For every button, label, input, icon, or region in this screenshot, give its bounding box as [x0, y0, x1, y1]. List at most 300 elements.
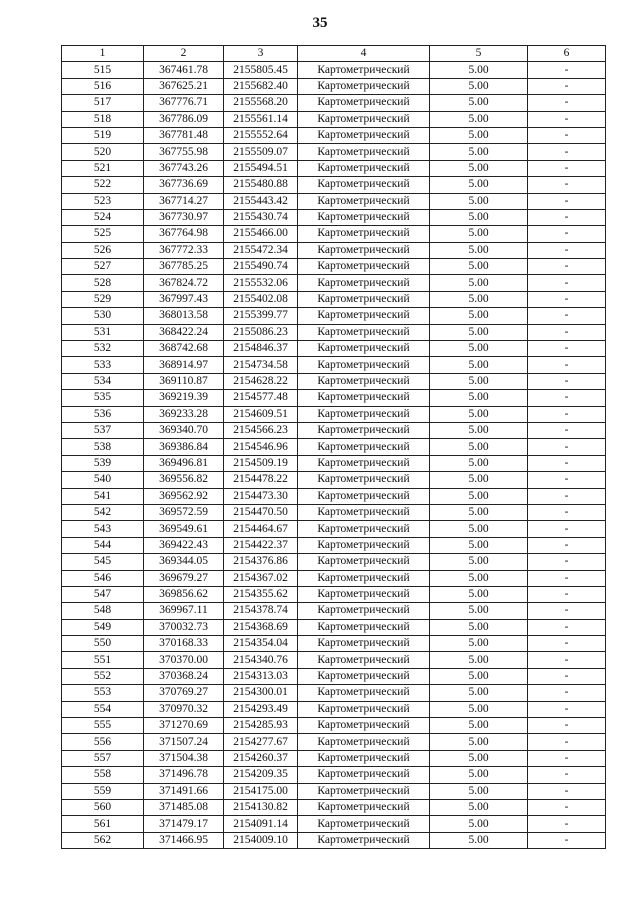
precision-cell: 5.00 — [430, 144, 528, 160]
point-number-cell: 546 — [62, 570, 144, 586]
method-cell: Картометрический — [298, 570, 430, 586]
note-cell: - — [528, 603, 606, 619]
point-number-cell: 549 — [62, 619, 144, 635]
table-row — [62, 832, 606, 848]
precision-cell: 5.00 — [430, 259, 528, 275]
point-number-cell: 548 — [62, 603, 144, 619]
x-coordinate-cell: 369110.87 — [144, 373, 224, 389]
method-cell: Картометрический — [298, 324, 430, 340]
method-cell: Картометрический — [298, 177, 430, 193]
table-row — [62, 193, 606, 209]
point-number-cell: 552 — [62, 668, 144, 684]
y-coordinate-cell: 2155480.88 — [224, 177, 298, 193]
table-row — [62, 259, 606, 275]
table-row — [62, 144, 606, 160]
precision-cell: 5.00 — [430, 701, 528, 717]
note-cell: - — [528, 373, 606, 389]
note-cell: - — [528, 586, 606, 602]
method-cell: Картометрический — [298, 701, 430, 717]
table-row — [62, 570, 606, 586]
point-number-cell: 521 — [62, 160, 144, 176]
method-cell: Картометрический — [298, 275, 430, 291]
table-row — [62, 455, 606, 471]
table-row — [62, 308, 606, 324]
note-cell: - — [528, 701, 606, 717]
y-coordinate-cell: 2154354.04 — [224, 636, 298, 652]
header-cell: 3 — [224, 46, 298, 62]
precision-cell: 5.00 — [430, 783, 528, 799]
y-coordinate-cell: 2155443.42 — [224, 193, 298, 209]
note-cell: - — [528, 390, 606, 406]
point-number-cell: 560 — [62, 799, 144, 815]
precision-cell: 5.00 — [430, 439, 528, 455]
table-row — [62, 324, 606, 340]
x-coordinate-cell: 367997.43 — [144, 291, 224, 307]
note-cell: - — [528, 324, 606, 340]
table-row — [62, 750, 606, 766]
y-coordinate-cell: 2155509.07 — [224, 144, 298, 160]
x-coordinate-cell: 371491.66 — [144, 783, 224, 799]
y-coordinate-cell: 2154478.22 — [224, 472, 298, 488]
method-cell: Картометрический — [298, 767, 430, 783]
note-cell: - — [528, 488, 606, 504]
precision-cell: 5.00 — [430, 750, 528, 766]
x-coordinate-cell: 371479.17 — [144, 816, 224, 832]
header-cell: 4 — [298, 46, 430, 62]
table-row — [62, 209, 606, 225]
precision-cell: 5.00 — [430, 668, 528, 684]
x-coordinate-cell: 367781.48 — [144, 127, 224, 143]
precision-cell: 5.00 — [430, 242, 528, 258]
table-row — [62, 177, 606, 193]
precision-cell: 5.00 — [430, 95, 528, 111]
y-coordinate-cell: 2154464.67 — [224, 521, 298, 537]
note-cell: - — [528, 78, 606, 94]
y-coordinate-cell: 2154367.02 — [224, 570, 298, 586]
method-cell: Картометрический — [298, 668, 430, 684]
y-coordinate-cell: 2154277.67 — [224, 734, 298, 750]
y-coordinate-cell: 2154340.76 — [224, 652, 298, 668]
header-cell: 5 — [430, 46, 528, 62]
table-row — [62, 799, 606, 815]
table-row — [62, 816, 606, 832]
x-coordinate-cell: 369219.39 — [144, 390, 224, 406]
precision-cell: 5.00 — [430, 799, 528, 815]
y-coordinate-cell: 2154260.37 — [224, 750, 298, 766]
x-coordinate-cell: 371485.08 — [144, 799, 224, 815]
method-cell: Картометрический — [298, 554, 430, 570]
precision-cell: 5.00 — [430, 406, 528, 422]
x-coordinate-cell: 369967.11 — [144, 603, 224, 619]
x-coordinate-cell: 370370.00 — [144, 652, 224, 668]
precision-cell: 5.00 — [430, 291, 528, 307]
precision-cell: 5.00 — [430, 537, 528, 553]
precision-cell: 5.00 — [430, 455, 528, 471]
x-coordinate-cell: 369572.59 — [144, 504, 224, 520]
point-number-cell: 562 — [62, 832, 144, 848]
x-coordinate-cell: 367776.71 — [144, 95, 224, 111]
note-cell: - — [528, 62, 606, 78]
table-row — [62, 226, 606, 242]
y-coordinate-cell: 2154091.14 — [224, 816, 298, 832]
table-row — [62, 291, 606, 307]
note-cell: - — [528, 357, 606, 373]
precision-cell: 5.00 — [430, 422, 528, 438]
precision-cell: 5.00 — [430, 554, 528, 570]
note-cell: - — [528, 127, 606, 143]
point-number-cell: 524 — [62, 209, 144, 225]
y-coordinate-cell: 2154473.30 — [224, 488, 298, 504]
method-cell: Картометрический — [298, 652, 430, 668]
x-coordinate-cell: 367743.26 — [144, 160, 224, 176]
x-coordinate-cell: 371504.38 — [144, 750, 224, 766]
point-number-cell: 541 — [62, 488, 144, 504]
table-row — [62, 734, 606, 750]
note-cell: - — [528, 341, 606, 357]
x-coordinate-cell: 367785.25 — [144, 259, 224, 275]
note-cell: - — [528, 783, 606, 799]
x-coordinate-cell: 367755.98 — [144, 144, 224, 160]
x-coordinate-cell: 368742.68 — [144, 341, 224, 357]
precision-cell: 5.00 — [430, 652, 528, 668]
method-cell: Картометрический — [298, 586, 430, 602]
point-number-cell: 531 — [62, 324, 144, 340]
x-coordinate-cell: 371496.78 — [144, 767, 224, 783]
y-coordinate-cell: 2154628.22 — [224, 373, 298, 389]
precision-cell: 5.00 — [430, 111, 528, 127]
note-cell: - — [528, 472, 606, 488]
y-coordinate-cell: 2154175.00 — [224, 783, 298, 799]
y-coordinate-cell: 2154470.50 — [224, 504, 298, 520]
page-number: 35 — [312, 15, 328, 31]
note-cell: - — [528, 193, 606, 209]
note-cell: - — [528, 406, 606, 422]
point-number-cell: 550 — [62, 636, 144, 652]
precision-cell: 5.00 — [430, 62, 528, 78]
table-row — [62, 718, 606, 734]
method-cell: Картометрический — [298, 406, 430, 422]
precision-cell: 5.00 — [430, 685, 528, 701]
point-number-cell: 539 — [62, 455, 144, 471]
method-cell: Картометрический — [298, 750, 430, 766]
point-number-cell: 527 — [62, 259, 144, 275]
method-cell: Картометрический — [298, 734, 430, 750]
table-body — [62, 62, 606, 849]
precision-cell: 5.00 — [430, 324, 528, 340]
y-coordinate-cell: 2154285.93 — [224, 718, 298, 734]
y-coordinate-cell: 2154422.37 — [224, 537, 298, 553]
point-number-cell: 518 — [62, 111, 144, 127]
coordinates-table — [61, 45, 606, 849]
table-row — [62, 685, 606, 701]
precision-cell: 5.00 — [430, 718, 528, 734]
method-cell: Картометрический — [298, 291, 430, 307]
note-cell: - — [528, 439, 606, 455]
point-number-cell: 542 — [62, 504, 144, 520]
x-coordinate-cell: 370769.27 — [144, 685, 224, 701]
point-number-cell: 536 — [62, 406, 144, 422]
method-cell: Картометрический — [298, 144, 430, 160]
precision-cell: 5.00 — [430, 341, 528, 357]
y-coordinate-cell: 2155494.51 — [224, 160, 298, 176]
x-coordinate-cell: 369340.70 — [144, 422, 224, 438]
y-coordinate-cell: 2154509.19 — [224, 455, 298, 471]
precision-cell: 5.00 — [430, 832, 528, 848]
method-cell: Картометрический — [298, 783, 430, 799]
method-cell: Картометрический — [298, 799, 430, 815]
method-cell: Картометрический — [298, 193, 430, 209]
table-row — [62, 127, 606, 143]
y-coordinate-cell: 2155490.74 — [224, 259, 298, 275]
method-cell: Картометрический — [298, 603, 430, 619]
method-cell: Картометрический — [298, 439, 430, 455]
table-row — [62, 390, 606, 406]
note-cell: - — [528, 422, 606, 438]
note-cell: - — [528, 504, 606, 520]
point-number-cell: 529 — [62, 291, 144, 307]
method-cell: Картометрический — [298, 636, 430, 652]
note-cell: - — [528, 750, 606, 766]
y-coordinate-cell: 2154378.74 — [224, 603, 298, 619]
point-number-cell: 553 — [62, 685, 144, 701]
method-cell: Картометрический — [298, 62, 430, 78]
point-number-cell: 557 — [62, 750, 144, 766]
header-cell: 1 — [62, 46, 144, 62]
method-cell: Картометрический — [298, 685, 430, 701]
note-cell: - — [528, 734, 606, 750]
y-coordinate-cell: 2155472.34 — [224, 242, 298, 258]
note-cell: - — [528, 291, 606, 307]
note-cell: - — [528, 554, 606, 570]
note-cell: - — [528, 275, 606, 291]
y-coordinate-cell: 2154300.01 — [224, 685, 298, 701]
x-coordinate-cell: 369679.27 — [144, 570, 224, 586]
method-cell: Картометрический — [298, 373, 430, 389]
precision-cell: 5.00 — [430, 619, 528, 635]
precision-cell: 5.00 — [430, 734, 528, 750]
point-number-cell: 517 — [62, 95, 144, 111]
precision-cell: 5.00 — [430, 209, 528, 225]
table-row — [62, 275, 606, 291]
point-number-cell: 535 — [62, 390, 144, 406]
note-cell: - — [528, 718, 606, 734]
method-cell: Картометрический — [298, 160, 430, 176]
table-row — [62, 373, 606, 389]
note-cell: - — [528, 144, 606, 160]
point-number-cell: 540 — [62, 472, 144, 488]
method-cell: Картометрический — [298, 718, 430, 734]
point-number-cell: 533 — [62, 357, 144, 373]
note-cell: - — [528, 668, 606, 684]
method-cell: Картометрический — [298, 537, 430, 553]
x-coordinate-cell: 371466.95 — [144, 832, 224, 848]
table-row — [62, 422, 606, 438]
method-cell: Картометрический — [298, 259, 430, 275]
x-coordinate-cell: 367772.33 — [144, 242, 224, 258]
y-coordinate-cell: 2155532.06 — [224, 275, 298, 291]
table-row — [62, 488, 606, 504]
x-coordinate-cell: 370032.73 — [144, 619, 224, 635]
point-number-cell: 551 — [62, 652, 144, 668]
table-row — [62, 521, 606, 537]
x-coordinate-cell: 369562.92 — [144, 488, 224, 504]
precision-cell: 5.00 — [430, 586, 528, 602]
table-row — [62, 357, 606, 373]
x-coordinate-cell: 370970.32 — [144, 701, 224, 717]
precision-cell: 5.00 — [430, 570, 528, 586]
method-cell: Картометрический — [298, 390, 430, 406]
x-coordinate-cell: 369386.84 — [144, 439, 224, 455]
method-cell: Картометрический — [298, 209, 430, 225]
table-row — [62, 652, 606, 668]
point-number-cell: 544 — [62, 537, 144, 553]
y-coordinate-cell: 2155402.08 — [224, 291, 298, 307]
x-coordinate-cell: 367764.98 — [144, 226, 224, 242]
point-number-cell: 534 — [62, 373, 144, 389]
note-cell: - — [528, 521, 606, 537]
y-coordinate-cell: 2154609.51 — [224, 406, 298, 422]
x-coordinate-cell: 367786.09 — [144, 111, 224, 127]
note-cell: - — [528, 160, 606, 176]
y-coordinate-cell: 2155430.74 — [224, 209, 298, 225]
table-row — [62, 160, 606, 176]
precision-cell: 5.00 — [430, 603, 528, 619]
point-number-cell: 530 — [62, 308, 144, 324]
table-row — [62, 603, 606, 619]
point-number-cell: 526 — [62, 242, 144, 258]
precision-cell: 5.00 — [430, 636, 528, 652]
y-coordinate-cell: 2154293.49 — [224, 701, 298, 717]
precision-cell: 5.00 — [430, 160, 528, 176]
method-cell: Картометрический — [298, 504, 430, 520]
header-row — [62, 46, 606, 62]
precision-cell: 5.00 — [430, 767, 528, 783]
table-row — [62, 668, 606, 684]
x-coordinate-cell: 368422.24 — [144, 324, 224, 340]
note-cell: - — [528, 455, 606, 471]
table-row — [62, 701, 606, 717]
x-coordinate-cell: 367625.21 — [144, 78, 224, 94]
y-coordinate-cell: 2154130.82 — [224, 799, 298, 815]
method-cell: Картометрический — [298, 472, 430, 488]
table-row — [62, 783, 606, 799]
point-number-cell: 543 — [62, 521, 144, 537]
precision-cell: 5.00 — [430, 488, 528, 504]
precision-cell: 5.00 — [430, 390, 528, 406]
table-row — [62, 537, 606, 553]
y-coordinate-cell: 2154209.35 — [224, 767, 298, 783]
y-coordinate-cell: 2155552.64 — [224, 127, 298, 143]
y-coordinate-cell: 2154376.86 — [224, 554, 298, 570]
point-number-cell: 525 — [62, 226, 144, 242]
note-cell: - — [528, 242, 606, 258]
table-row — [62, 111, 606, 127]
x-coordinate-cell: 370368.24 — [144, 668, 224, 684]
point-number-cell: 545 — [62, 554, 144, 570]
method-cell: Картометрический — [298, 455, 430, 471]
y-coordinate-cell: 2154313.03 — [224, 668, 298, 684]
x-coordinate-cell: 367824.72 — [144, 275, 224, 291]
header-cell: 6 — [528, 46, 606, 62]
method-cell: Картометрический — [298, 619, 430, 635]
precision-cell: 5.00 — [430, 504, 528, 520]
method-cell: Картометрический — [298, 127, 430, 143]
x-coordinate-cell: 367730.97 — [144, 209, 224, 225]
point-number-cell: 537 — [62, 422, 144, 438]
x-coordinate-cell: 369233.28 — [144, 406, 224, 422]
table-row — [62, 586, 606, 602]
point-number-cell: 561 — [62, 816, 144, 832]
note-cell: - — [528, 816, 606, 832]
header-cell: 2 — [144, 46, 224, 62]
x-coordinate-cell: 371507.24 — [144, 734, 224, 750]
table-row — [62, 554, 606, 570]
y-coordinate-cell: 2155682.40 — [224, 78, 298, 94]
precision-cell: 5.00 — [430, 226, 528, 242]
x-coordinate-cell: 369556.82 — [144, 472, 224, 488]
point-number-cell: 547 — [62, 586, 144, 602]
method-cell: Картометрический — [298, 488, 430, 504]
note-cell: - — [528, 537, 606, 553]
note-cell: - — [528, 636, 606, 652]
table-row — [62, 636, 606, 652]
x-coordinate-cell: 369422.43 — [144, 537, 224, 553]
x-coordinate-cell: 369496.81 — [144, 455, 224, 471]
point-number-cell: 516 — [62, 78, 144, 94]
point-number-cell: 559 — [62, 783, 144, 799]
note-cell: - — [528, 652, 606, 668]
x-coordinate-cell: 371270.69 — [144, 718, 224, 734]
note-cell: - — [528, 259, 606, 275]
x-coordinate-cell: 367714.27 — [144, 193, 224, 209]
x-coordinate-cell: 367461.78 — [144, 62, 224, 78]
point-number-cell: 519 — [62, 127, 144, 143]
method-cell: Картометрический — [298, 832, 430, 848]
x-coordinate-cell: 368914.97 — [144, 357, 224, 373]
y-coordinate-cell: 2154566.23 — [224, 422, 298, 438]
precision-cell: 5.00 — [430, 472, 528, 488]
x-coordinate-cell: 369549.61 — [144, 521, 224, 537]
precision-cell: 5.00 — [430, 193, 528, 209]
table-row — [62, 767, 606, 783]
point-number-cell: 538 — [62, 439, 144, 455]
table-row — [62, 619, 606, 635]
note-cell: - — [528, 685, 606, 701]
table-row — [62, 406, 606, 422]
point-number-cell: 556 — [62, 734, 144, 750]
point-number-cell: 528 — [62, 275, 144, 291]
note-cell: - — [528, 111, 606, 127]
note-cell: - — [528, 570, 606, 586]
precision-cell: 5.00 — [430, 177, 528, 193]
note-cell: - — [528, 226, 606, 242]
note-cell: - — [528, 767, 606, 783]
precision-cell: 5.00 — [430, 521, 528, 537]
y-coordinate-cell: 2154355.62 — [224, 586, 298, 602]
precision-cell: 5.00 — [430, 127, 528, 143]
point-number-cell: 515 — [62, 62, 144, 78]
table-row — [62, 242, 606, 258]
note-cell: - — [528, 619, 606, 635]
precision-cell: 5.00 — [430, 816, 528, 832]
note-cell: - — [528, 209, 606, 225]
precision-cell: 5.00 — [430, 275, 528, 291]
table-row — [62, 504, 606, 520]
x-coordinate-cell: 368013.58 — [144, 308, 224, 324]
precision-cell: 5.00 — [430, 357, 528, 373]
method-cell: Картометрический — [298, 521, 430, 537]
note-cell: - — [528, 799, 606, 815]
